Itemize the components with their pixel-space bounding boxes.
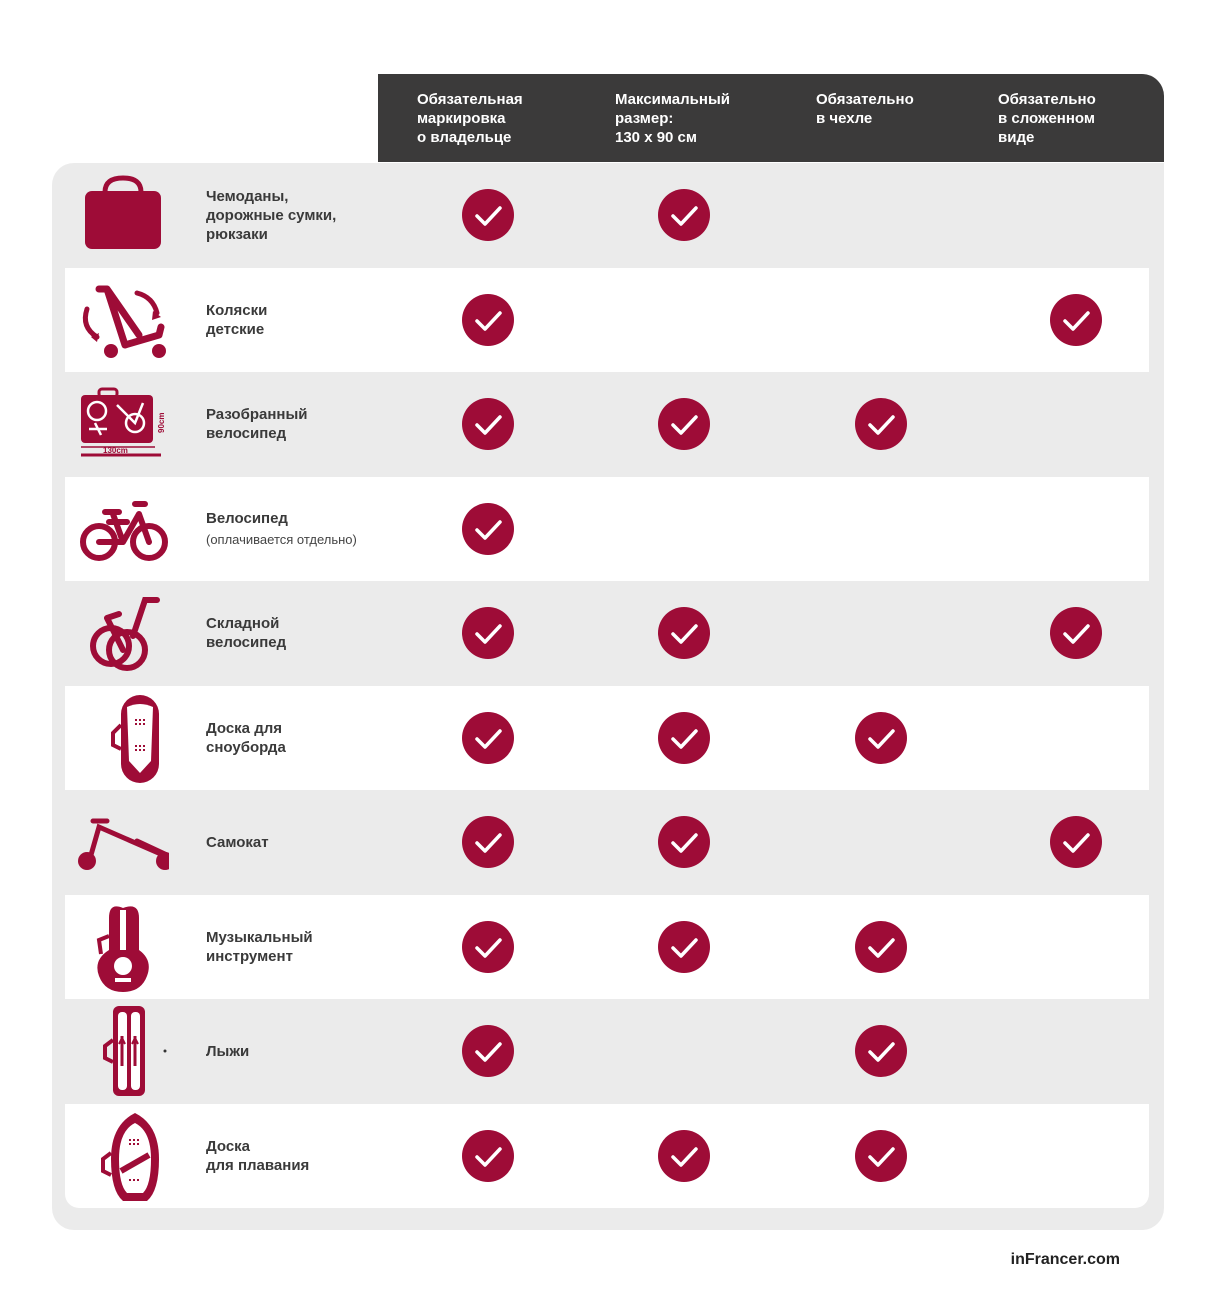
check-icon <box>462 816 514 868</box>
item-name: Разобранный велосипед <box>206 406 308 442</box>
guitar-icon <box>77 902 169 992</box>
check-icon <box>1050 816 1102 868</box>
item-label <box>206 686 286 790</box>
check-icon <box>658 1130 710 1182</box>
item-name: Складной велосипед <box>206 615 287 651</box>
column-header-max-size: Максимальный размер: 130 х 90 см <box>615 91 730 146</box>
check-icon <box>462 1130 514 1182</box>
folding-bike-icon <box>77 588 169 678</box>
item-name: Лыжи <box>206 1042 250 1060</box>
table-row <box>65 372 1149 476</box>
table-row <box>65 686 1149 790</box>
check-icon <box>658 398 710 450</box>
item-name: Музыкальный инструмент <box>206 928 313 965</box>
check-icon <box>658 607 710 659</box>
table-body <box>52 163 1164 1230</box>
item-name: Доска для сноуборда <box>206 719 286 756</box>
table-header <box>378 74 1164 162</box>
item-label <box>206 790 269 894</box>
check-icon <box>658 189 710 241</box>
item-label <box>206 268 267 372</box>
check-icon <box>855 712 907 764</box>
column-header-in-case: Обязательно в чехле <box>816 91 914 127</box>
table-row <box>65 999 1149 1103</box>
check-icon <box>855 1025 907 1077</box>
svg-text:90cm: 90cm <box>157 412 166 433</box>
item-label <box>206 895 313 999</box>
svg-text:130cm: 130cm <box>103 446 128 455</box>
item-name: Чемоданы, дорожные сумки, рюкзаки <box>206 187 337 243</box>
check-icon <box>462 294 514 346</box>
skis-icon <box>77 1006 169 1096</box>
item-label <box>206 1104 309 1208</box>
check-icon <box>462 921 514 973</box>
item-label <box>206 581 286 685</box>
table-row <box>65 790 1149 894</box>
item-name: Велосипед <box>206 509 288 527</box>
table-row <box>65 1104 1149 1208</box>
brand-footer: inFrancer.com <box>1010 1251 1120 1268</box>
check-icon <box>462 189 514 241</box>
item-name: Доска для плавания <box>206 1137 310 1174</box>
check-icon <box>462 398 514 450</box>
item-note: (оплачивается отдельно) <box>206 531 357 547</box>
item-label <box>206 163 336 267</box>
scooter-icon <box>77 797 169 887</box>
check-icon <box>658 712 710 764</box>
surfboard-icon <box>77 1111 169 1201</box>
suitcase-icon <box>77 170 169 260</box>
item-label <box>206 477 357 581</box>
item-name: Самокат <box>206 833 269 851</box>
check-icon <box>855 398 907 450</box>
check-icon <box>1050 607 1102 659</box>
check-icon <box>1050 294 1102 346</box>
column-header-folded: Обязательно в сложенном виде <box>998 91 1096 146</box>
table-row <box>65 163 1149 267</box>
check-icon <box>462 1025 514 1077</box>
check-icon <box>855 1130 907 1182</box>
bicycle-icon <box>77 484 169 574</box>
boxed-bike-icon <box>77 379 169 469</box>
item-name: Коляски детские <box>206 301 268 338</box>
column-header-owner-tag: Обязательная маркировка о владельце <box>417 91 523 146</box>
table-row <box>65 268 1149 372</box>
table-row <box>65 581 1149 685</box>
table-row <box>65 895 1149 999</box>
check-icon <box>658 816 710 868</box>
item-label <box>206 372 308 476</box>
check-icon <box>855 921 907 973</box>
item-label <box>206 999 249 1103</box>
check-icon <box>658 921 710 973</box>
table-row <box>65 477 1149 581</box>
stroller-icon <box>77 275 169 365</box>
check-icon <box>462 607 514 659</box>
check-icon <box>462 712 514 764</box>
check-icon <box>462 503 514 555</box>
snowboard-icon <box>77 693 169 783</box>
